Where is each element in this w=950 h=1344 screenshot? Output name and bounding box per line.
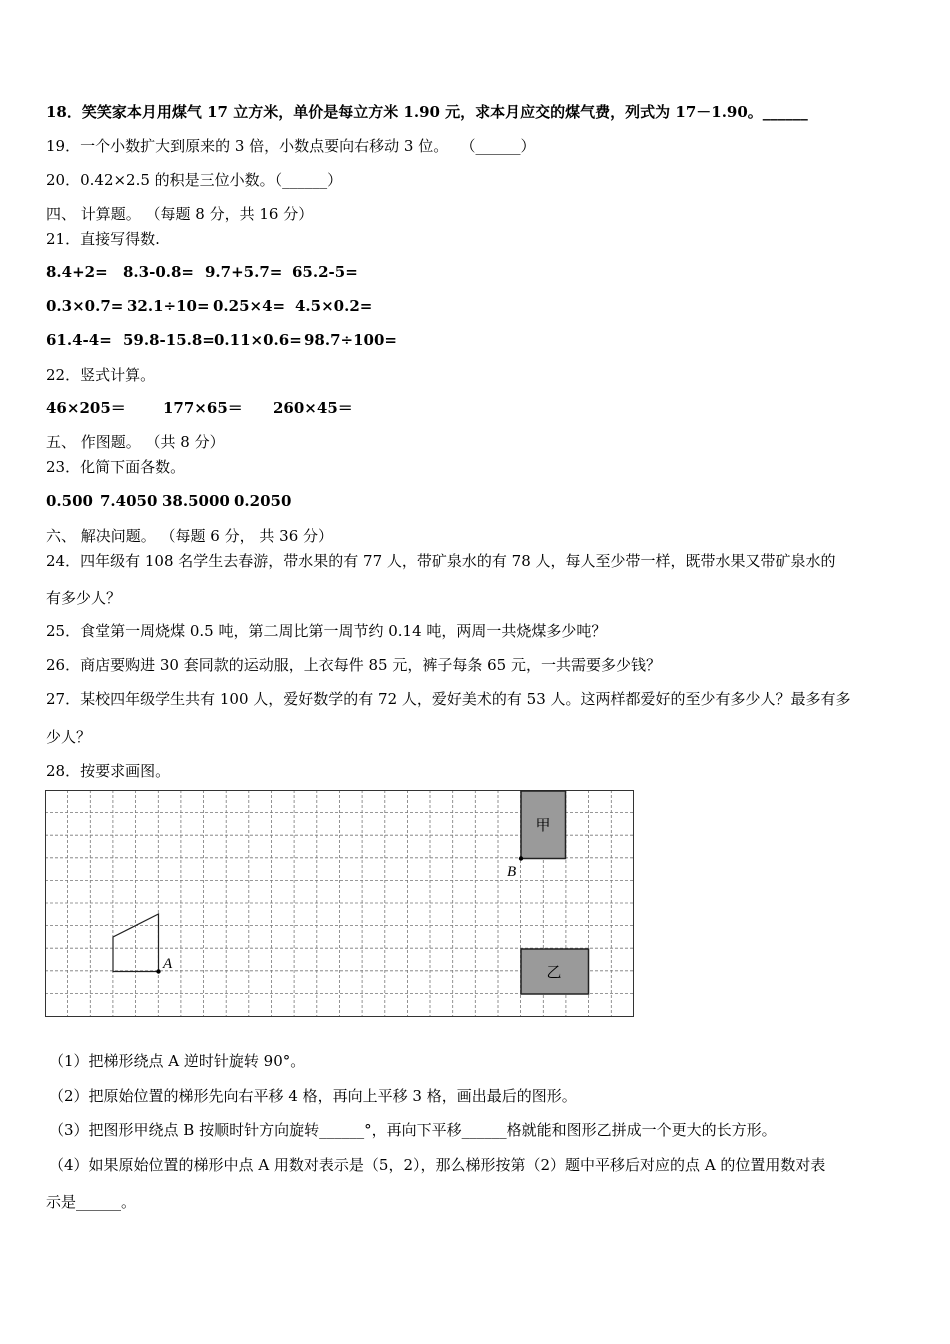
label-jia: 甲 (535, 818, 551, 834)
question-21: 21．直接写得数. (46, 230, 160, 248)
point-a (156, 969, 160, 973)
question-26: 26．商店要购进 30 套同款的运动服，上衣每件 85 元，裤子每条 65 元，一共需要多少钱？ (46, 656, 661, 674)
label-b: B (507, 864, 517, 880)
question-27-line-1: 27．某校四年级学生共有 100 人，爱好数学的有 72 人，爱好美术的有 53 人。这两样都爱好的至少有多少人？最多有多 (46, 690, 851, 708)
question-18: 18．笑笑家本月用煤气 17 立方米，单价是每立方米 1.90 元，求本月应交的煤气费，列式为 17－1.90。______ (46, 103, 808, 121)
question-23: 23．化简下面各数。 (46, 458, 186, 476)
vertical-calc-item: 177×65＝ (163, 399, 243, 417)
point-b (519, 856, 523, 860)
decimal-item: 7.4050 (100, 492, 158, 510)
calc-item: 0.3×0.7= (46, 297, 124, 315)
grid-figure (45, 790, 635, 1019)
section-5-heading: 五、 作图题。 （共 8 分） (46, 433, 225, 451)
calc-item: 98.7÷100= (304, 331, 397, 349)
question-27-line-2: 少人？ (46, 728, 92, 746)
decimal-item: 0.500 (46, 492, 93, 510)
calc-item: 4.5×0.2= (295, 297, 373, 315)
q21-row-1 (46, 262, 358, 282)
vertical-calc-item: 260×45＝ (273, 399, 353, 417)
decimal-item: 38.5000 (162, 492, 230, 510)
sub-question-3: （3）把图形甲绕点 B 按顺时针方向旋转______°，再向下平移______格就能和图形乙拼成一个更大的长方形。 (49, 1121, 777, 1139)
calc-item: 9.7+5.7= (205, 263, 283, 281)
calc-item: 65.2-5= (292, 263, 358, 281)
question-20: 20．0.42×2.5 的积是三位小数。（______） (46, 171, 343, 189)
calc-item: 61.4-4= (46, 331, 112, 349)
calc-item: 8.4+2= (46, 263, 108, 281)
label-yi: 乙 (546, 965, 562, 981)
question-19: 19．一个小数扩大到原来的 3 倍，小数点要向右移动 3 位。 （______） (46, 137, 536, 155)
q22-items (46, 398, 353, 418)
question-25: 25．食堂第一周烧煤 0.5 吨，第二周比第一周节约 0.14 吨，两周一共烧煤多少吨？ (46, 622, 607, 640)
calc-item: 59.8-15.8= (123, 331, 215, 349)
calc-item: 0.11×0.6= (214, 331, 302, 349)
q23-items (46, 491, 291, 511)
question-24-line-1: 24．四年级有 108 名学生去春游，带水果的有 77 人，带矿泉水的有 78 人，每人至少带一样，既带水果又带矿泉水的 (46, 552, 836, 570)
decimal-item: 0.2050 (234, 492, 292, 510)
question-28: 28．按要求画图。 (46, 762, 171, 780)
sub-question-1: （1）把梯形绕点 A 逆时针旋转 90°。 (49, 1052, 306, 1070)
calc-item: 0.25×4= (213, 297, 286, 315)
sub-question-2: （2）把原始位置的梯形先向右平移 4 格，再向上平移 3 格，画出最后的图形。 (49, 1087, 577, 1105)
question-22: 22．竖式计算。 (46, 366, 156, 384)
sub-question-4-line-2: 示是______。 (46, 1193, 137, 1211)
q21-row-3 (46, 330, 397, 350)
calc-item: 8.3-0.8= (123, 263, 194, 281)
label-a: A (163, 956, 173, 972)
q21-row-2 (46, 296, 372, 316)
sub-question-4-line-1: （4）如果原始位置的梯形中点 A 用数对表示是（5，2），那么梯形按第（2）题中平移后对应的点 A 的位置用数对表 (49, 1156, 826, 1174)
question-24-line-2: 有多少人？ (46, 589, 122, 607)
vertical-calc-item: 46×205＝ (46, 399, 126, 417)
section-6-heading: 六、 解决问题。 （每题 6 分， 共 36 分） (46, 527, 334, 545)
calc-item: 32.1÷10= (127, 297, 210, 315)
section-4-heading: 四、 计算题。 （每题 8 分，共 16 分） (46, 205, 314, 223)
